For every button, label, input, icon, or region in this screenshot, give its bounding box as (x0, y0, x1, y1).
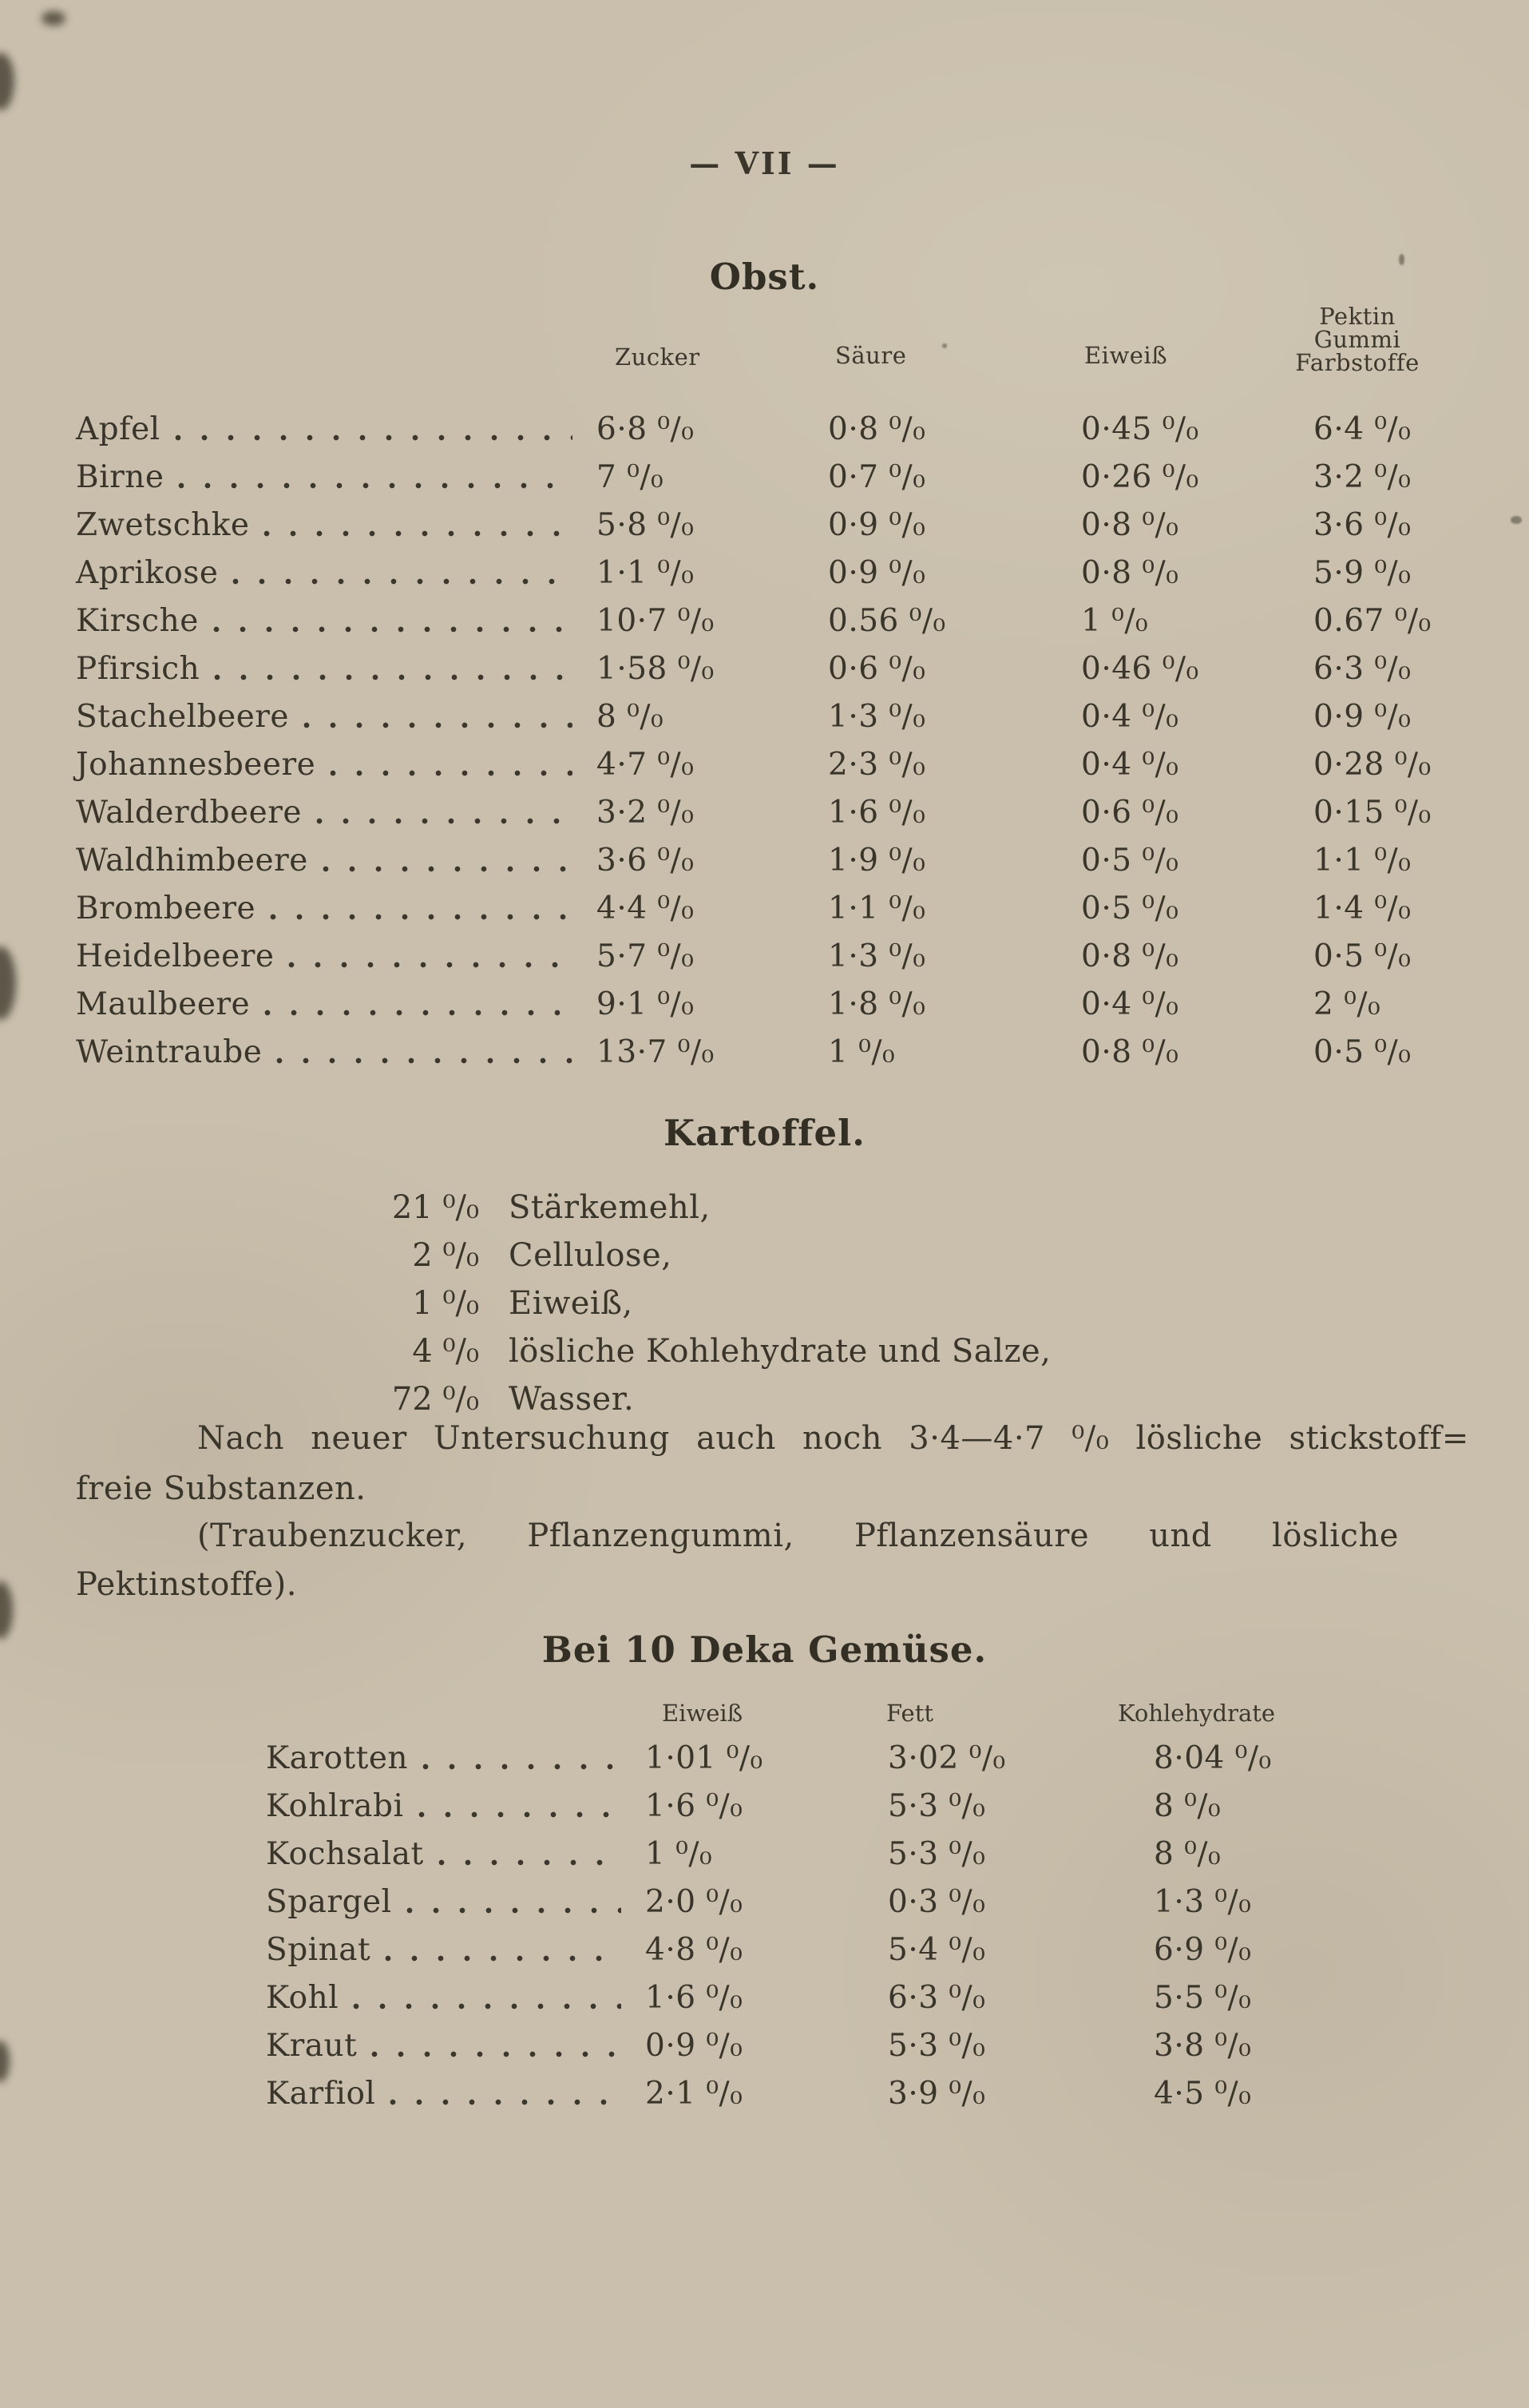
row-label: Spinat (266, 1932, 371, 1968)
table-row (266, 1878, 1400, 1926)
column-header-eiweiss: Eiweiß (662, 1700, 743, 1727)
row-value: 5·7 ⁰/₀ (596, 938, 695, 974)
row-value: 2·1 ⁰/₀ (645, 2076, 743, 2112)
row-value: 6·3 ⁰/₀ (888, 1980, 986, 2016)
row-label: Maulbeere (76, 986, 251, 1022)
table-row (76, 741, 1481, 789)
row-label-cell (76, 597, 596, 645)
row-value: 0·9 ⁰/₀ (828, 555, 926, 591)
dot-leader (178, 482, 572, 490)
row-value: 0·4 ⁰/₀ (1081, 986, 1179, 1022)
dot-leader (213, 626, 572, 633)
row-value: 1·4 ⁰/₀ (1313, 891, 1412, 926)
item-text: Cellulose, (509, 1237, 672, 1274)
row-value: 2·3 ⁰/₀ (828, 747, 926, 783)
row-value: 5·9 ⁰/₀ (1313, 555, 1412, 591)
column-header-line: Pektin (1319, 303, 1396, 330)
row-value: 0.56 ⁰/₀ (828, 603, 946, 639)
column-header-pektin-gummi-farbstoffe (1295, 305, 1420, 375)
row-value: 5·8 ⁰/₀ (596, 507, 695, 543)
dot-leader (418, 1811, 622, 1819)
row-value: 0·5 ⁰/₀ (1081, 891, 1179, 926)
row-label-cell (266, 1783, 645, 1831)
row-value: 6·8 ⁰/₀ (596, 411, 695, 447)
row-value: 1·6 ⁰/₀ (645, 1980, 743, 2016)
table-row (266, 2070, 1400, 2118)
row-value: 5·3 ⁰/₀ (888, 1788, 986, 1824)
dot-leader (316, 818, 572, 825)
row-value: 0·8 ⁰/₀ (1081, 555, 1179, 591)
page-corner-mark (42, 11, 65, 26)
row-value: 6·4 ⁰/₀ (1313, 411, 1412, 447)
dot-leader (288, 962, 572, 969)
row-value: 1·3 ⁰/₀ (1154, 1884, 1252, 1920)
item-text: Stärkemehl, (509, 1189, 711, 1226)
row-label-cell (266, 1974, 645, 2022)
note-line: Nach neuer Untersuchung auch noch 3·4—4·7 ⁰/₀ lösliche stickstoff= (197, 1420, 1469, 1457)
table-row (76, 645, 1481, 693)
row-label: Waldhimbeere (76, 843, 308, 879)
section-title-gemuese: Bei 10 Deka Gemüse. (541, 1628, 988, 1671)
row-value: 1 ⁰/₀ (828, 1034, 896, 1070)
ink-speck (1399, 254, 1404, 265)
note-line: freie Substanzen. (76, 1470, 366, 1507)
row-value: 1·3 ⁰/₀ (828, 938, 926, 974)
row-label: Spargel (266, 1884, 392, 1920)
row-value: 1·1 ⁰/₀ (1313, 843, 1412, 879)
row-label: Walderdbeere (76, 795, 302, 831)
row-label-cell (76, 885, 596, 933)
table-row (76, 454, 1481, 502)
dot-leader (175, 434, 572, 442)
row-label-cell (76, 454, 596, 502)
row-value: 2 ⁰/₀ (1313, 986, 1381, 1022)
table-row (76, 885, 1481, 933)
row-value: 4·7 ⁰/₀ (596, 747, 695, 783)
row-value: 4·4 ⁰/₀ (596, 891, 695, 926)
dot-leader (323, 866, 572, 873)
column-header-fett: Fett (886, 1700, 934, 1727)
row-value: 6·3 ⁰/₀ (1313, 651, 1412, 687)
dot-leader (330, 770, 572, 777)
row-value: 3·9 ⁰/₀ (888, 2076, 986, 2112)
kartoffel-note (76, 1414, 1469, 1514)
row-value: 0·6 ⁰/₀ (1081, 795, 1179, 831)
dot-leader (303, 722, 572, 729)
row-label-cell (76, 741, 596, 789)
dot-leader (264, 1010, 572, 1017)
section-title-obst: Obst. (709, 256, 820, 298)
row-label: Kochsalat (266, 1836, 424, 1872)
row-label: Kohl (266, 1980, 339, 2016)
row-label: Zwetschke (76, 507, 250, 543)
list-item (76, 1279, 1465, 1327)
list-item (76, 1184, 1465, 1232)
row-value: 0·5 ⁰/₀ (1313, 1034, 1412, 1070)
gemuese-table (266, 1735, 1400, 2118)
row-value: 6·9 ⁰/₀ (1154, 1932, 1252, 1968)
ink-speck (1511, 516, 1522, 524)
paren-line: Pektinstoffe). (76, 1566, 297, 1603)
section-title-kartoffel: Kartoffel. (663, 1112, 866, 1154)
row-label-cell (76, 645, 596, 693)
list-item (76, 1232, 1465, 1279)
row-value: 8 ⁰/₀ (596, 699, 664, 735)
table-row (266, 1783, 1400, 1831)
row-value: 3·6 ⁰/₀ (596, 843, 695, 879)
dot-leader (263, 530, 572, 538)
row-label: Kohlrabi (266, 1788, 404, 1824)
table-row (76, 1029, 1481, 1077)
dot-leader (385, 1955, 621, 1962)
row-label: Aprikose (76, 555, 219, 591)
row-label-cell (266, 1831, 645, 1878)
row-label-cell (266, 1926, 645, 1974)
column-header-line: Gummi (1313, 326, 1401, 353)
column-header-eiweiss: Eiweiß (1084, 342, 1168, 369)
table-row (76, 406, 1481, 454)
row-label-cell (76, 502, 596, 549)
row-value: 7 ⁰/₀ (596, 459, 664, 495)
table-row (76, 502, 1481, 549)
row-label-cell (76, 789, 596, 837)
row-value: 2·0 ⁰/₀ (645, 1884, 743, 1920)
table-row (76, 981, 1481, 1029)
ink-speck (942, 343, 947, 348)
page-number-header: — VII — (689, 145, 840, 181)
row-value: 0·3 ⁰/₀ (888, 1884, 986, 1920)
row-value: 1·8 ⁰/₀ (828, 986, 926, 1022)
row-value: 0·8 ⁰/₀ (1081, 938, 1179, 974)
row-label-cell (76, 1029, 596, 1077)
row-value: 10·7 ⁰/₀ (596, 603, 715, 639)
row-value: 1·3 ⁰/₀ (828, 699, 926, 735)
row-value: 0·26 ⁰/₀ (1081, 459, 1199, 495)
row-value: 0·8 ⁰/₀ (828, 411, 926, 447)
row-label-cell (266, 2070, 645, 2118)
row-value: 5·4 ⁰/₀ (888, 1932, 986, 1968)
row-label: Karotten (266, 1740, 409, 1776)
table-row (76, 549, 1481, 597)
row-label: Karfiol (266, 2076, 376, 2112)
table-row (266, 1974, 1400, 2022)
dot-leader (232, 578, 572, 585)
table-row (76, 789, 1481, 837)
row-value: 3·8 ⁰/₀ (1154, 2028, 1252, 2064)
row-value: 1·9 ⁰/₀ (828, 843, 926, 879)
page-edge-mark (0, 2041, 10, 2082)
column-header-zucker: Zucker (615, 343, 700, 371)
row-value: 5·5 ⁰/₀ (1154, 1980, 1252, 2016)
row-value: 5·3 ⁰/₀ (888, 2028, 986, 2064)
row-value: 8 ⁰/₀ (1154, 1788, 1222, 1824)
kartoffel-list (76, 1184, 1465, 1423)
kartoffel-parenthetical (76, 1512, 1469, 1609)
row-value: 4·8 ⁰/₀ (645, 1932, 743, 1968)
dot-leader (390, 2099, 621, 2106)
item-percentage: 2 ⁰/₀ (412, 1237, 479, 1274)
row-label: Apfel (76, 411, 160, 447)
row-value: 9·1 ⁰/₀ (596, 986, 695, 1022)
row-value: 1·6 ⁰/₀ (645, 1788, 743, 1824)
dot-leader (353, 2003, 621, 2010)
row-value: 1·1 ⁰/₀ (596, 555, 695, 591)
row-value: 0·4 ⁰/₀ (1081, 699, 1179, 735)
item-percentage: 1 ⁰/₀ (412, 1285, 479, 1322)
row-label: Johannesbeere (76, 747, 316, 783)
row-value: 3·2 ⁰/₀ (1313, 459, 1412, 495)
dot-leader (276, 1057, 572, 1065)
list-item (76, 1327, 1465, 1375)
row-value: 0·4 ⁰/₀ (1081, 747, 1179, 783)
row-value: 0·45 ⁰/₀ (1081, 411, 1199, 447)
row-value: 1 ⁰/₀ (1081, 603, 1149, 639)
row-value: 1·6 ⁰/₀ (828, 795, 926, 831)
item-percentage: 21 ⁰/₀ (391, 1189, 479, 1226)
table-row (76, 597, 1481, 645)
dot-leader (371, 2051, 621, 2058)
row-label: Brombeere (76, 891, 256, 926)
row-label: Stachelbeere (76, 699, 290, 735)
row-value: 0·9 ⁰/₀ (1313, 699, 1412, 735)
dot-leader (438, 1859, 621, 1866)
table-row (266, 2022, 1400, 2070)
row-value: 0·8 ⁰/₀ (1081, 507, 1179, 543)
row-value: 0·7 ⁰/₀ (828, 459, 926, 495)
row-label: Weintraube (76, 1034, 263, 1070)
row-value: 0·28 ⁰/₀ (1313, 747, 1432, 783)
column-header-kohlehydrate: Kohlehydrate (1118, 1700, 1276, 1727)
row-value: 4·5 ⁰/₀ (1154, 2076, 1252, 2112)
row-label: Heidelbeere (76, 938, 275, 974)
table-row (266, 1735, 1400, 1783)
column-header-line: Farbstoffe (1295, 349, 1420, 376)
item-text: Eiweiß, (509, 1285, 633, 1322)
row-label-cell (76, 837, 596, 885)
column-header-saeure: Säure (835, 342, 907, 369)
row-value: 0·9 ⁰/₀ (645, 2028, 743, 2064)
gemuese-column-headers (266, 1700, 1384, 1732)
obst-table (76, 406, 1481, 1077)
row-value: 0·46 ⁰/₀ (1081, 651, 1199, 687)
row-value: 1·58 ⁰/₀ (596, 651, 715, 687)
row-value: 0·5 ⁰/₀ (1313, 938, 1412, 974)
row-label-cell (76, 933, 596, 981)
row-value: 1 ⁰/₀ (645, 1836, 713, 1872)
row-value: 0·6 ⁰/₀ (828, 651, 926, 687)
table-row (76, 693, 1481, 741)
dot-leader (422, 1763, 621, 1771)
row-value: 0·5 ⁰/₀ (1081, 843, 1179, 879)
table-row (76, 837, 1481, 885)
row-value: 3·2 ⁰/₀ (596, 795, 695, 831)
row-value: 1·1 ⁰/₀ (828, 891, 926, 926)
table-row (266, 1926, 1400, 1974)
row-value: 0·9 ⁰/₀ (828, 507, 926, 543)
item-text: lösliche Kohlehydrate und Salze, (509, 1333, 1052, 1370)
page-edge-mark (0, 946, 16, 1020)
row-label: Kirsche (76, 603, 199, 639)
row-value: 5·3 ⁰/₀ (888, 1836, 986, 1872)
row-value: 0·15 ⁰/₀ (1313, 795, 1432, 831)
row-value: 0.67 ⁰/₀ (1313, 603, 1432, 639)
row-value: 0·8 ⁰/₀ (1081, 1034, 1179, 1070)
dot-leader (406, 1907, 621, 1914)
table-row (266, 1831, 1400, 1878)
item-text: Wasser. (509, 1381, 635, 1418)
row-label-cell (76, 406, 596, 454)
row-label-cell (266, 1735, 645, 1783)
row-value: 1·01 ⁰/₀ (645, 1740, 763, 1776)
table-row (76, 933, 1481, 981)
row-label: Kraut (266, 2028, 358, 2064)
row-label-cell (76, 693, 596, 741)
row-value: 8 ⁰/₀ (1154, 1836, 1222, 1872)
item-percentage: 72 ⁰/₀ (391, 1381, 479, 1418)
row-value: 3·6 ⁰/₀ (1313, 507, 1412, 543)
row-label: Pfirsich (76, 651, 200, 687)
dot-leader (214, 674, 572, 681)
row-label: Birne (76, 459, 164, 495)
row-label-cell (266, 1878, 645, 1926)
item-percentage: 4 ⁰/₀ (412, 1333, 479, 1370)
page-edge-mark (0, 53, 14, 110)
row-label-cell (266, 2022, 645, 2070)
row-label-cell (76, 981, 596, 1029)
row-value: 8·04 ⁰/₀ (1154, 1740, 1272, 1776)
dot-leader (270, 914, 572, 921)
row-value: 13·7 ⁰/₀ (596, 1034, 715, 1070)
row-label-cell (76, 549, 596, 597)
paren-line: (Traubenzucker, Pflanzengummi, Pflanzensäure und lösliche (197, 1517, 1399, 1554)
row-value: 3·02 ⁰/₀ (888, 1740, 1006, 1776)
